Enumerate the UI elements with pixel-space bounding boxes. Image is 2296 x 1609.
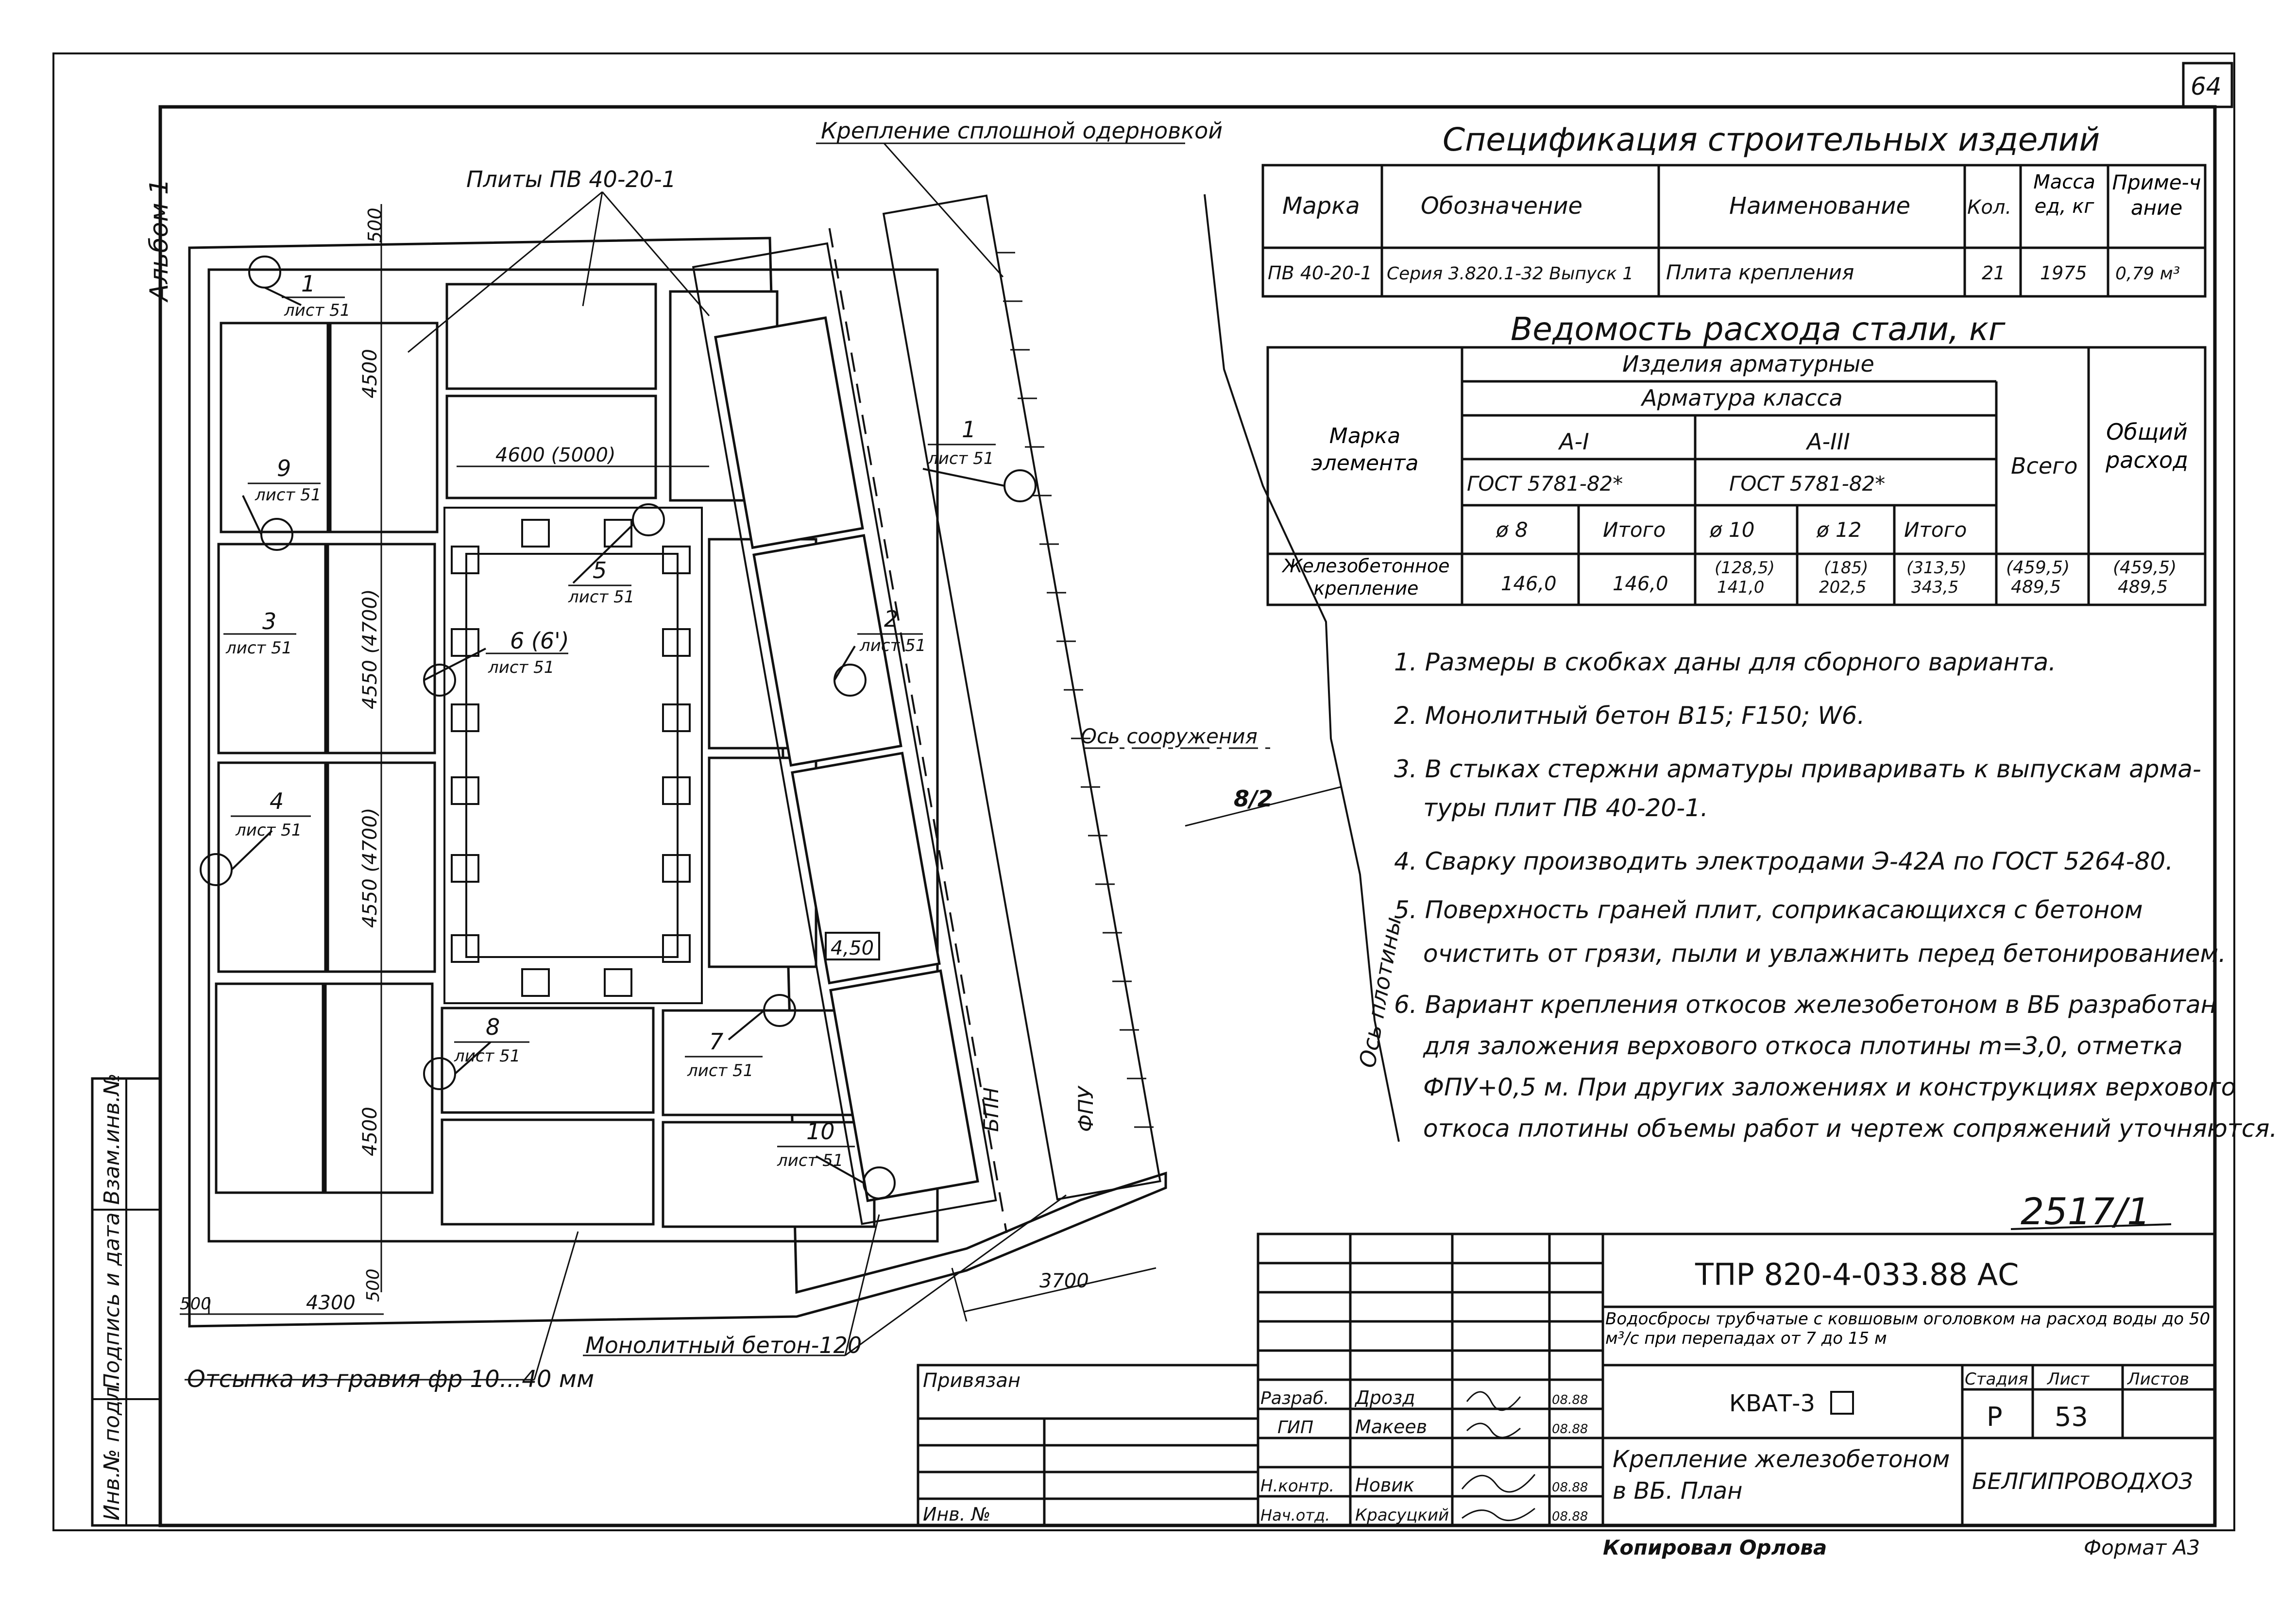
plate [330, 323, 437, 532]
project-title: Водосбросы трубчатые с ковшовым оголовком на расход воды до 50 м³/с при перепадах от 7 до 15 м [1605, 1309, 2211, 1348]
strip-replacement: Взам.инв.№ [100, 1073, 124, 1205]
sheet-code: КВАТ-3 [1729, 1390, 1816, 1417]
callout-6-num: 6 (6') [510, 628, 569, 654]
steel-v-d10b: 141,0 [1717, 578, 1765, 597]
dim-4600: 4600 (5000) [495, 444, 616, 466]
spec-h-qty: Кол. [1967, 196, 2012, 219]
inv-no-label: Инв. № [923, 1504, 991, 1525]
spec-r-designation: Серия 3.820.1-32 Выпуск 1 [1387, 264, 1634, 284]
steel-v-d12b: 202,5 [1819, 578, 1867, 597]
label-sod: Крепление сплошной одерновкой [821, 118, 1223, 144]
steel-h-overall: Общий расход [2106, 419, 2188, 473]
steel-v-allb: 489,5 [2011, 577, 2061, 597]
steel-v-tot2b: 343,5 [1911, 578, 1959, 597]
plate [442, 1120, 653, 1224]
callout-2-num: 2 [884, 606, 899, 632]
plan-view [180, 143, 1399, 1380]
note-line: туры плит ПВ 40-20-1. [1423, 794, 1708, 822]
sheets-label: Листов [2127, 1369, 2190, 1389]
callout-4-sheet: лист 51 [777, 1151, 844, 1170]
stage-label: Стадия [1965, 1369, 2028, 1389]
note-line: 2. Монолитный бетон В15; F150; W6. [1394, 702, 1865, 730]
svg-text:Нач.отд.: Нач.отд. [1260, 1506, 1330, 1524]
note-line: очистить от грязи, пыли и увлажнить перед бетонированием. [1423, 940, 2226, 968]
steel-v-tot2a: (313,5) [1906, 558, 1967, 578]
label-fpu: ФПУ [1074, 1086, 1098, 1132]
svg-text:Макеев: Макеев [1355, 1416, 1428, 1438]
label-level: 4,50 [831, 937, 874, 959]
sheet-title-2: в ВБ. План [1613, 1477, 1743, 1505]
stage: Р [1987, 1402, 2003, 1432]
callout-7-sheet: лист 51 [687, 1061, 754, 1080]
steel-v-d8: 146,0 [1501, 573, 1557, 595]
callout-10-num: 3 [262, 608, 277, 634]
label-plates: Плиты ПВ 40-20-1 [466, 166, 676, 192]
dim-500-top: 500 [364, 207, 386, 243]
steel-h-total2: Итого [1904, 518, 1967, 542]
steel-h-class: Арматура класса [1642, 385, 1843, 411]
dim-4550-b: 4550 (4700) [359, 807, 381, 928]
callout-2-sheet: лист 51 [860, 636, 926, 655]
strip-inv: Инв.№ подл. [100, 1380, 124, 1521]
callout-11-sheet: лист 51 [236, 821, 302, 840]
steel-v-ova: (459,5) [2113, 558, 2177, 578]
steel-h-items: Изделия арматурные [1622, 351, 1874, 377]
plate [447, 284, 656, 389]
steel-h-a1: А-I [1559, 428, 1589, 455]
plate [325, 984, 432, 1193]
note-line: для заложения верхового откоса плотины m=3,0, отметка [1423, 1032, 2183, 1060]
steel-v-tot1: 146,0 [1613, 573, 1668, 595]
svg-text:Разраб.: Разраб. [1260, 1388, 1329, 1408]
label-axis-dam: Ось плотины [1354, 915, 1407, 1070]
callout-7-num: 7 [709, 1028, 724, 1055]
callout-8-sheet: лист 51 [454, 1046, 521, 1066]
steel-title: Ведомость расхода стали, кг [1511, 310, 2006, 348]
label-gravel: Отсыпка из гравия фр 10...40 мм [187, 1366, 595, 1393]
spec-r-note: 0,79 м³ [2115, 264, 2180, 284]
inventory-mark: 2517/1 [2021, 1190, 2151, 1233]
steel-h-all: Всего [2011, 453, 2078, 479]
svg-text:08.88: 08.88 [1552, 1393, 1588, 1407]
steel-h-d10: ø 10 [1710, 518, 1755, 542]
steel-h-gost2: ГОСТ 5781-82* [1729, 472, 1886, 496]
callout-1-num: 1 [962, 416, 976, 443]
steel-h-total1: Итого [1603, 518, 1666, 542]
steel-v-d10a: (128,5) [1715, 558, 1775, 578]
format: Формат А3 [2084, 1536, 2200, 1559]
spec-r-mark: ПВ 40-20-1 [1268, 262, 1373, 284]
svg-text:08.88: 08.88 [1552, 1480, 1588, 1495]
note-line: 6. Вариант крепления откосов железобетоном в ВБ разработан [1394, 991, 2217, 1019]
steel-v-d12a: (185) [1824, 558, 1869, 578]
svg-text:Дрозд: Дрозд [1355, 1387, 1415, 1408]
sheet-no: 53 [2055, 1402, 2088, 1432]
note-line: 3. В стыках стержни арматуры приваривать к выпускам арма- [1394, 755, 2201, 783]
steel-h-d8: ø 8 [1496, 518, 1528, 542]
spec-h-mark: Марка [1282, 192, 1360, 220]
label-nbr: БПН [979, 1087, 1003, 1132]
dim-4500-bottom: 4500 [359, 1107, 381, 1156]
steel-h-mark: Марка элемента [1311, 424, 1419, 476]
plate [216, 984, 323, 1193]
sheet-label: Лист [2047, 1369, 2090, 1389]
svg-text:08.88: 08.88 [1552, 1422, 1588, 1437]
drawing-code: ТПР 820-4-033.88 АС [1695, 1257, 2019, 1292]
spec-h-name: Наименование [1729, 192, 1911, 220]
callout-3-num: 1 [301, 271, 316, 297]
spec-h-designation: Обозначение [1421, 192, 1583, 220]
note-line: ФПУ+0,5 м. При других заложениях и конструкциях верхового [1423, 1073, 2236, 1101]
organization: БЕЛГИПРОВОДХОЗ [1972, 1468, 2193, 1494]
spec-h-mass: Масса ед, кг [2033, 171, 2095, 218]
callout-8-num: 8 [486, 1014, 500, 1040]
note-line: 4. Сварку производить электродами Э-42А по ГОСТ 5264-80. [1394, 847, 2174, 875]
dim-4550-a: 4550 (4700) [359, 589, 381, 709]
callout-5-num: 5 [593, 557, 607, 583]
dim-3700: 3700 [1039, 1270, 1089, 1292]
notes [1394, 648, 2277, 1143]
steel-v-alla: (459,5) [2006, 558, 2070, 578]
dim-4500-top: 4500 [359, 349, 381, 398]
note-line: откоса плотины объемы работ и чертеж сопряжений уточняются. [1423, 1114, 2278, 1143]
plate [663, 1122, 874, 1227]
label-concrete: Монолитный бетон-120 [585, 1332, 862, 1358]
dim-500-bottom: 500 [363, 1268, 383, 1302]
note-line: 5. Поверхность граней плит, соприкасающихся с бетоном [1394, 896, 2143, 924]
album-label: Альбом 1 [145, 178, 174, 301]
svg-text:08.88: 08.88 [1552, 1509, 1588, 1524]
spec-h-note: Приме-чание [2112, 171, 2201, 220]
callout-4-num: 10 [806, 1118, 835, 1145]
steel-h-d12: ø 12 [1817, 518, 1862, 542]
svg-text:Красуцкий: Красуцкий [1355, 1506, 1449, 1525]
callout-5-sheet: лист 51 [568, 587, 635, 607]
svg-text:ГИП: ГИП [1277, 1418, 1314, 1438]
binding-label: Привязан [923, 1369, 1021, 1392]
sheet-title-1: Крепление железобетоном [1613, 1446, 1950, 1473]
note-line: 1. Размеры в скобках даны для сборного варианта. [1394, 648, 2057, 676]
steel-v-ovb: 489,5 [2118, 577, 2168, 597]
left-strip [92, 1073, 160, 1525]
spec-r-qty: 21 [1982, 262, 2006, 284]
svg-text:Новик: Новик [1355, 1474, 1414, 1496]
callout-9-sheet: лист 51 [255, 485, 322, 505]
spec-r-name: Плита крепления [1666, 260, 1854, 284]
steel-h-a3: А-III [1807, 428, 1850, 455]
spec-title: Спецификация строительных изделий [1443, 121, 2100, 158]
page-number: 64 [2191, 72, 2222, 101]
callout-1-sheet: лист 51 [928, 449, 994, 468]
dim-4300: 4300 [306, 1292, 356, 1314]
strip-signature: Подпись и дата [100, 1212, 124, 1389]
label-slope: 8/2 [1234, 786, 1273, 812]
callout-11-num: 4 [270, 788, 284, 814]
copied-by: Копировал Орлова [1603, 1536, 1827, 1559]
steel-h-gost1: ГОСТ 5781-82* [1467, 472, 1623, 496]
svg-text:Н.контр.: Н.контр. [1260, 1476, 1335, 1496]
spec-r-mass: 1975 [2040, 262, 2087, 284]
label-axis-structure: Ось сооружения [1081, 724, 1258, 748]
sheet-code-box [1831, 1392, 1853, 1414]
callout-10-sheet: лист 51 [226, 638, 292, 658]
dim-500-left: 500 [180, 1294, 211, 1314]
callout-3-sheet: лист 51 [284, 301, 351, 320]
callout-6-sheet: лист 51 [488, 658, 555, 677]
steel-row-name: Железобетонное крепление [1282, 555, 1450, 599]
callout-9-num: 9 [277, 455, 291, 481]
